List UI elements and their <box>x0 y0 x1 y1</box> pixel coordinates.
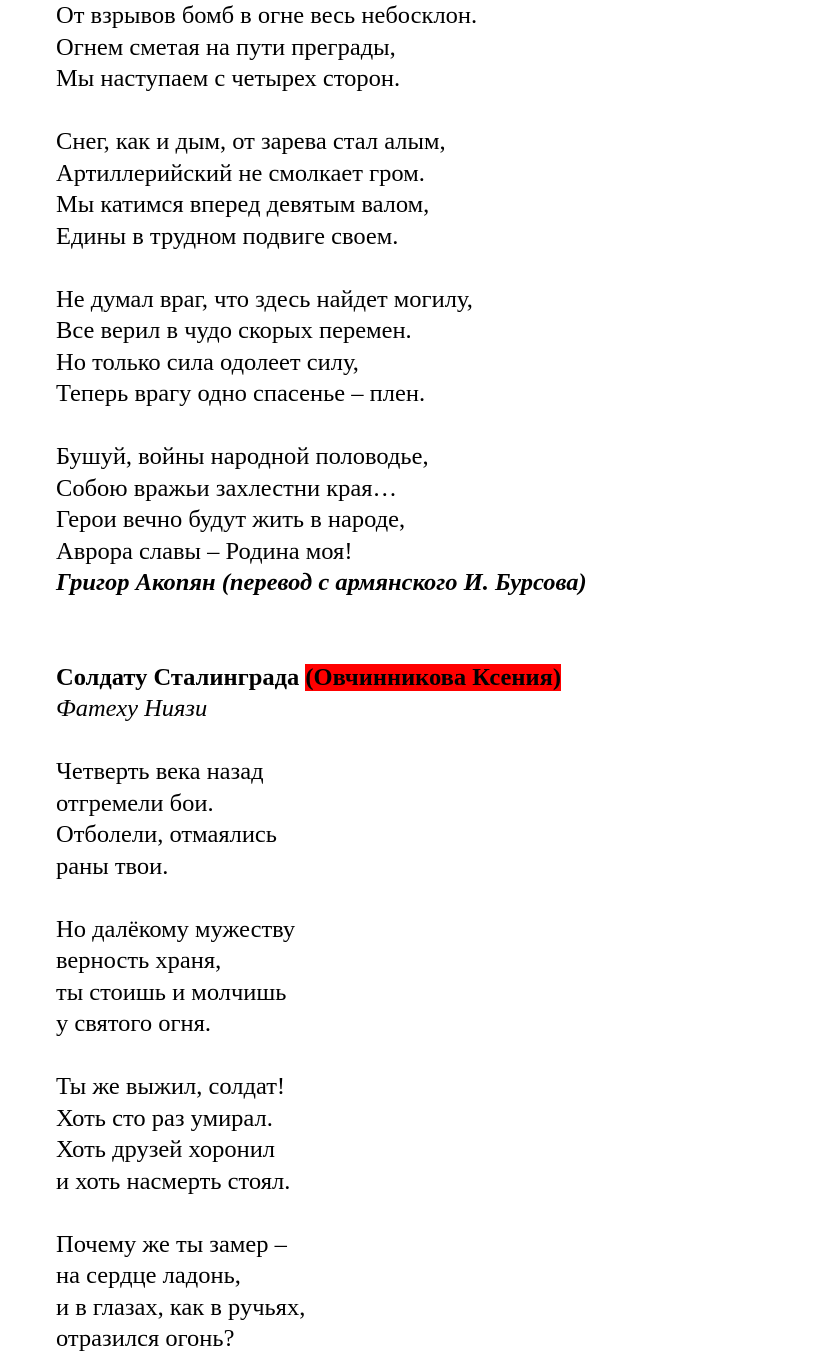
poem2-title: Солдату Сталинграда <box>56 663 300 691</box>
poem1-stanza-4 <box>56 441 796 567</box>
poem2-title-line <box>56 662 796 694</box>
poem2-stanza-1 <box>56 756 796 882</box>
poem-line: Но только сила одолеет силу, <box>56 348 359 376</box>
poem1-stanza-2 <box>56 126 796 252</box>
poem-line: Хоть сто раз умирал. <box>56 1104 273 1132</box>
poem-line: Все верил в чудо скорых перемен. <box>56 317 412 344</box>
poem2-stanza-4 <box>56 1229 796 1355</box>
poem-line: Ты же выжил, солдат! <box>56 1073 286 1100</box>
poem2-stanza-3 <box>56 1071 796 1197</box>
poem1-stanza-3 <box>56 284 796 410</box>
poem2-stanza-2 <box>56 914 796 1040</box>
poem-line: Аврора славы – Родина моя! <box>56 537 353 565</box>
poem-line: Едины в трудном подвиге своем. <box>56 222 399 250</box>
poem-line: Мы катимся вперед девятым валом, <box>56 191 430 218</box>
poem-line: Собою вражьи захлестни края… <box>56 474 398 502</box>
poem-line: раны твои. <box>56 852 169 880</box>
poem-line: и в глазах, как в ручьях, <box>56 1293 306 1321</box>
poem-line: От взрывов бомб в огне весь небосклон. <box>56 2 478 29</box>
poem-line: Артиллерийский не смолкает гром. <box>56 159 425 187</box>
poem-line: Герои вечно будут жить в народе, <box>56 506 406 533</box>
poem-line: у святого огня. <box>56 1010 212 1037</box>
poem-line: Четверть века назад <box>56 758 264 785</box>
poem-line: ты стоишь и молчишь <box>56 978 287 1006</box>
poem-line: Хоть друзей хоронил <box>56 1136 276 1163</box>
poem1-attribution: Григор Акопян (перевод с армянского И. Бурсова) <box>56 569 587 596</box>
document-page <box>56 0 796 1355</box>
reader-name-highlight: (Овчинникова Ксения) <box>305 663 562 691</box>
poem-line: Огнем сметая на пути преграды, <box>56 33 396 61</box>
poem-line: Почему же ты замер – <box>56 1230 287 1258</box>
poem-line: Не думал враг, что здесь найдет могилу, <box>56 285 473 313</box>
poem-line: Теперь врагу одно спасенье – плен. <box>56 380 426 407</box>
poem-line: Но далёкому мужеству <box>56 915 296 943</box>
poem-line: отразился огонь? <box>56 1325 235 1352</box>
poem-line: и хоть насмерть стоял. <box>56 1167 291 1195</box>
poem-line: Снег, как и дым, от зарева стал алым, <box>56 128 446 155</box>
poem-line: Мы наступаем с четырех сторон. <box>56 65 401 92</box>
poem-line: верность храня, <box>56 947 222 974</box>
poem-line: Отболели, отмаялись <box>56 821 277 848</box>
poem2-dedication: Фатеху Ниязи <box>56 695 208 722</box>
poem-line: отгремели бои. <box>56 789 214 817</box>
poem-line: на сердце ладонь, <box>56 1262 241 1289</box>
poem1-stanza-1 <box>56 0 796 95</box>
poem-line: Бушуй, войны народной половодье, <box>56 443 429 470</box>
